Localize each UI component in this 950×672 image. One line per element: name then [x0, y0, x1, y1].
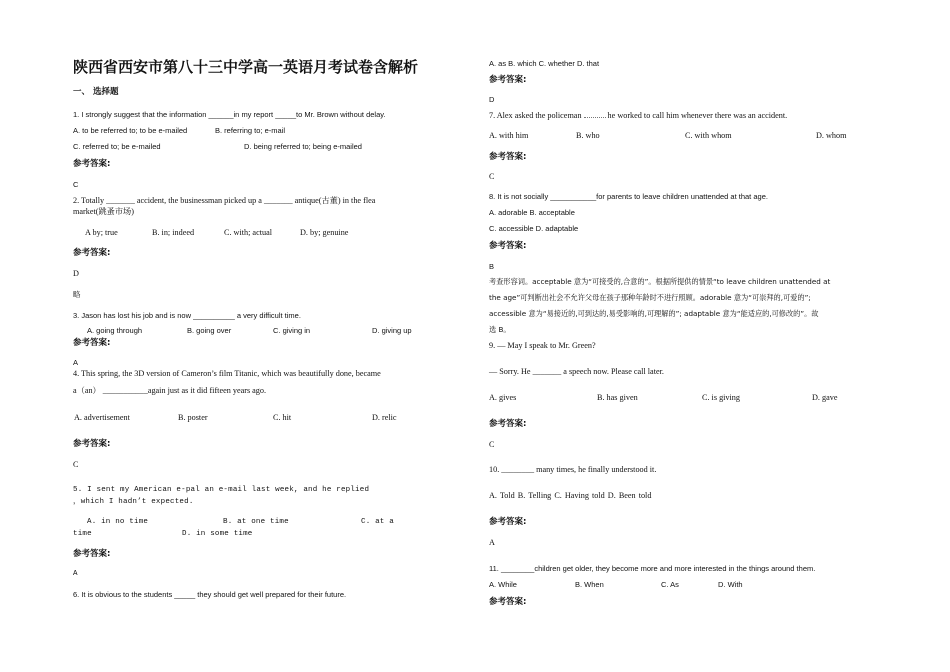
- q11-option-b: B. When: [575, 580, 604, 589]
- q6-stem: 6. It is obvious to the students _____ they should get well prepared for their future.: [73, 590, 347, 599]
- section-heading: 一、 选择题: [73, 87, 119, 97]
- q6-options: A. as B. which C. whether D. that: [489, 59, 600, 68]
- q10-answer: A: [489, 538, 495, 547]
- q2-answer-label: 参考答案:: [73, 248, 111, 258]
- q11-stem: 11. ________children get older, they become more and more interested in the things around them.: [489, 564, 816, 573]
- q4-answer: C: [73, 460, 79, 469]
- q8-stem: 8. It is not socially ___________for parents to leave children unattended at that age.: [489, 192, 768, 201]
- q7-stem-start: 7. Alex asked the policeman: [489, 111, 582, 120]
- q7-option-a: A. with him: [489, 131, 529, 140]
- q8-answer: B: [489, 262, 495, 271]
- q9-stem-line1: 9. — May I speak to Mr. Green?: [489, 341, 596, 350]
- q7-option-b: B. who: [576, 131, 600, 140]
- q7-blank: [584, 111, 606, 118]
- q2-stem-line1: 2. Totally _______ accident, the businessman picked up a _______ antique(古董) in the flea: [73, 196, 376, 205]
- q3-option-b: B. going over: [187, 326, 232, 335]
- q3-stem: 3. Jason has lost his job and is now __________ a very difficult time.: [73, 311, 301, 320]
- q6-answer-label: 参考答案:: [489, 75, 527, 85]
- q4-stem-line1: 4. This spring, the 3D version of Cameron’s film Titanic, which was beautifully done, became: [73, 369, 381, 378]
- q9-option-a: A. gives: [489, 393, 517, 402]
- q8-explanation-line3: accessible 意为“易接近的,可到达的,易受影响的,可理解的”; adaptable 意为“能适应的,可修改的”。故: [489, 309, 819, 318]
- q9-option-d: D. gave: [812, 393, 838, 402]
- q11-option-d: D. With: [718, 580, 743, 589]
- q4-answer-label: 参考答案:: [73, 439, 111, 449]
- q1-option-c: C. referred to; be e-mailed: [73, 142, 161, 151]
- q7-option-c: C. with whom: [685, 131, 732, 140]
- q2-option-c: C. with; actual: [224, 228, 272, 237]
- q2-option-d: D. by; genuine: [300, 228, 349, 237]
- q3-option-c: C. giving in: [273, 326, 311, 335]
- q11-option-c: C. As: [661, 580, 679, 589]
- q10-stem: 10. ________ many times, he finally understood it.: [489, 465, 657, 474]
- q2-option-b: B. in; indeed: [152, 228, 195, 237]
- q11-answer-label: 参考答案:: [489, 597, 527, 607]
- q8-answer-label: 参考答案:: [489, 241, 527, 251]
- q8-explanation-line4: 选 B。: [489, 325, 511, 334]
- q5-stem-line1: 5. I sent my American e-pal an e-mail last week, and he replied: [73, 486, 370, 494]
- q5-option-c-cont: time: [73, 530, 92, 538]
- page-title: 陕西省西安市第八十三中学高一英语月考试卷含解析: [73, 58, 419, 76]
- q9-option-c: C. is giving: [702, 393, 740, 402]
- q4-stem-line2: a（an） ___________again just as it did fifteen years ago.: [73, 386, 267, 395]
- q9-stem-line2: — Sorry. He _______ a speech now. Please call later.: [489, 367, 664, 376]
- q7-answer: C: [489, 172, 495, 181]
- q7-stem-end: he worked to call him whenever there was an accident.: [607, 111, 788, 120]
- q5-option-b: B. at one time: [223, 518, 289, 526]
- q5-answer: A: [73, 570, 78, 578]
- q8-explanation-line1: 考查形容词。acceptable 意为“可接受的,合意的”。根据所提供的情景“to leave children unattended at: [489, 277, 831, 286]
- q4-option-d: D. relic: [372, 413, 397, 422]
- q2-note: 略: [73, 290, 81, 299]
- q1-answer-label: 参考答案:: [73, 159, 111, 169]
- q10-answer-label: 参考答案:: [489, 517, 527, 527]
- q11-option-a: A. While: [489, 580, 517, 589]
- q2-stem-line2: market(跳蚤市场): [73, 207, 134, 216]
- q2-answer: D: [73, 269, 79, 278]
- q3-option-a: A. going through: [87, 326, 143, 335]
- q9-answer: C: [489, 440, 495, 449]
- q5-answer-label: 参考答案:: [73, 549, 111, 559]
- q7-stem: [489, 111, 787, 120]
- q8-options-cd: C. accessible D. adaptable: [489, 224, 579, 233]
- q1-option-d: D. being referred to; being e-mailed: [244, 142, 362, 151]
- q1-option-a: A. to be referred to; to be e-mailed: [73, 126, 188, 135]
- q4-option-b: B. poster: [178, 413, 208, 422]
- q9-answer-label: 参考答案:: [489, 419, 527, 429]
- q4-option-c: C. hit: [273, 413, 292, 422]
- q4-option-a: A. advertisement: [74, 413, 130, 422]
- q1-option-b: B. referring to; e-mail: [215, 126, 286, 135]
- q10-options: A. Told B. Telling C. Having told D. Been told: [489, 491, 652, 500]
- q5-option-d: D. in some time: [182, 530, 253, 538]
- q3-answer: A: [73, 358, 79, 367]
- q7-option-d: D. whom: [816, 131, 847, 140]
- q3-option-d: D. giving up: [372, 326, 412, 335]
- q5-option-c: C. at a: [361, 518, 394, 526]
- q6-answer: D: [489, 95, 495, 104]
- q9-option-b: B. has given: [597, 393, 638, 402]
- q3-answer-label: 参考答案:: [73, 338, 111, 348]
- q7-answer-label: 参考答案:: [489, 152, 527, 162]
- q1-answer: C: [73, 180, 79, 189]
- q8-options-ab: A. adorable B. acceptable: [489, 208, 575, 217]
- q2-option-a: A by; true: [85, 228, 118, 237]
- q5-stem-line2: ，which I hadn’t expected.: [73, 498, 194, 506]
- q1-stem: 1. I strongly suggest that the information ______in my report _____to Mr. Brown without delay.: [73, 110, 386, 119]
- q5-option-a: A. in no time: [87, 518, 149, 526]
- q8-explanation-line2: the age”可判断出社会不允许父母在孩子那种年龄时不进行照顾。adorable 意为“可崇拜的,可爱的”;: [489, 293, 811, 302]
